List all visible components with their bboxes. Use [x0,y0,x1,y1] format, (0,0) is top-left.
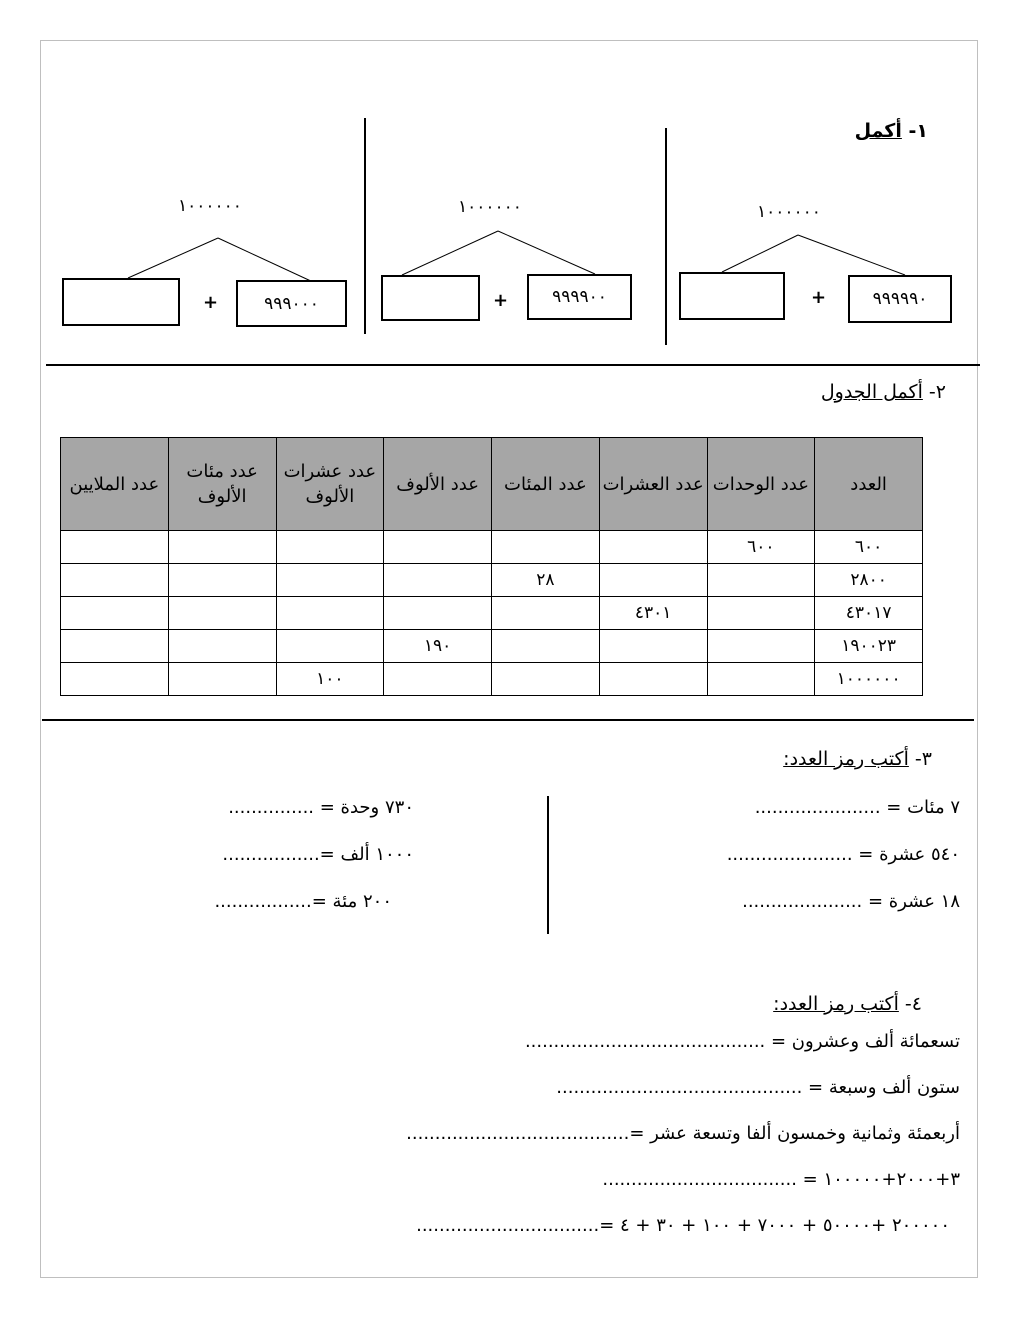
header-thousands: عدد الألوف [384,438,492,531]
q4-number: ٤- [904,993,922,1015]
table-row [61,531,923,564]
table-cell[interactable] [384,564,492,597]
table-cell[interactable] [492,531,600,564]
q1-number: ١- [908,120,928,142]
table-cell[interactable] [168,630,276,663]
table-cell: ١٠٠٠٠٠٠ [815,663,923,696]
tree3-right-branch [218,238,313,282]
table-cell[interactable] [61,663,169,696]
q3-item[interactable]: ٧٣٠ وحدة = ............... [228,797,414,818]
q4-item[interactable]: ستون ألف وسبعة = ........................................... [556,1077,960,1098]
tree3-plus: + [203,292,219,313]
table-cell: ١٩٠٠٢٣ [815,630,923,663]
table-cell: ١٠٠ [276,663,384,696]
q3-number: ٣- [914,748,932,770]
table-cell[interactable] [168,564,276,597]
header-ten-thousands: عدد عشرات الألوف [276,438,384,531]
q2-heading [821,381,946,403]
header-units: عدد الوحدات [707,438,815,531]
tree1-answer-box[interactable] [679,272,785,320]
table-cell[interactable] [599,630,707,663]
q4-item[interactable]: ٢٠٠٠٠٠ +٥٠٠٠٠ + ٧٠٠٠ + ١٠٠ + ٣٠ + ٤ =................................ [416,1215,950,1236]
table-cell: ٢٨٠٠ [815,564,923,597]
tree1-left-branch [722,235,798,272]
tree1-total: ١٠٠٠٠٠٠ [757,202,821,222]
q3-item[interactable]: ١٠٠٠ ألف =................. [222,844,414,865]
tree2-total: ١٠٠٠٠٠٠ [458,197,522,217]
table-cell: ٤٣٠١٧ [815,597,923,630]
tree2-left-branch [402,231,498,275]
tree3-left-branch [128,238,218,278]
q4-item[interactable]: أربعمئة وثمانية وخمسون ألفا وتسعة عشر =....................................... [406,1123,960,1144]
table-cell[interactable] [276,630,384,663]
table-cell[interactable] [384,597,492,630]
table-cell[interactable] [492,663,600,696]
q4-title: أكتب رمز العدد: [773,993,899,1015]
table-cell[interactable] [599,663,707,696]
header-number: العدد [815,438,923,531]
table-cell[interactable] [707,663,815,696]
table-cell[interactable] [168,663,276,696]
q2-title: أكمل الجدول [820,381,923,403]
tree3-total: ١٠٠٠٠٠٠ [178,196,242,216]
table-cell: ٦٠٠ [707,531,815,564]
place-value-table [60,437,923,696]
table-cell[interactable] [61,630,169,663]
table-row [61,630,923,663]
q3-heading [783,748,932,770]
q1-divider-2 [364,118,366,334]
table-cell[interactable] [61,564,169,597]
table-cell[interactable] [61,597,169,630]
q3-item[interactable]: ٧ مئات = ...................... [754,797,960,818]
table-cell[interactable] [599,531,707,564]
tree1-right-branch [798,235,905,275]
table-cell[interactable] [492,597,600,630]
q4-item[interactable]: تسعمائة ألف وعشرون = .......................................... [524,1031,960,1052]
table-row [61,663,923,696]
q3-title: أكتب رمز العدد: [783,748,909,770]
header-hundreds: عدد المئات [492,438,600,531]
table-cell[interactable] [707,630,815,663]
q3-item[interactable]: ١٨ عشرة = ..................... [742,891,960,912]
header-tens: عدد العشرات [599,438,707,531]
table-header-row [61,438,923,531]
tree2-answer-box[interactable] [381,275,480,321]
table-cell[interactable] [276,564,384,597]
section-divider-1 [46,364,980,366]
table-cell[interactable] [599,564,707,597]
q4-heading [773,993,922,1015]
q2-number: ٢- [928,381,946,403]
table-cell[interactable] [276,597,384,630]
header-millions: عدد الملايين [61,438,169,531]
table-row [61,597,923,630]
table-cell[interactable] [276,531,384,564]
tree3-right-box: ٩٩٩٠٠٠ [236,280,347,327]
table-cell[interactable] [168,531,276,564]
tree2-plus: + [493,290,509,311]
table-cell[interactable] [384,663,492,696]
table-cell[interactable] [707,564,815,597]
table-row [61,564,923,597]
header-hundred-thousands: عدد مئات الألوف [168,438,276,531]
q4-item[interactable]: ٣+٢٠٠٠+١٠٠٠٠٠ = .................................. [602,1169,960,1190]
tree1-right-box: ٩٩٩٩٩٠ [848,275,952,323]
table-cell[interactable] [384,531,492,564]
q3-item[interactable]: ٥٤٠ عشرة = ...................... [726,844,960,865]
section-divider-2 [42,719,974,721]
tree2-right-branch [498,231,595,274]
q1-divider-1 [665,128,667,345]
table-cell[interactable] [492,630,600,663]
tree3-answer-box[interactable] [62,278,180,326]
table-cell: ١٩٠ [384,630,492,663]
q3-item[interactable]: ٢٠٠ مئة =................. [214,891,392,912]
table-cell[interactable] [61,531,169,564]
table-cell[interactable] [168,597,276,630]
table-cell: ٢٨ [492,564,600,597]
q3-divider [547,796,549,934]
table-cell: ٦٠٠ [815,531,923,564]
tree1-plus: + [811,287,827,308]
table-cell: ٤٣٠١ [599,597,707,630]
table-cell[interactable] [707,597,815,630]
tree2-right-box: ٩٩٩٩٠٠ [527,274,632,320]
q1-title: أكمل [854,120,902,142]
